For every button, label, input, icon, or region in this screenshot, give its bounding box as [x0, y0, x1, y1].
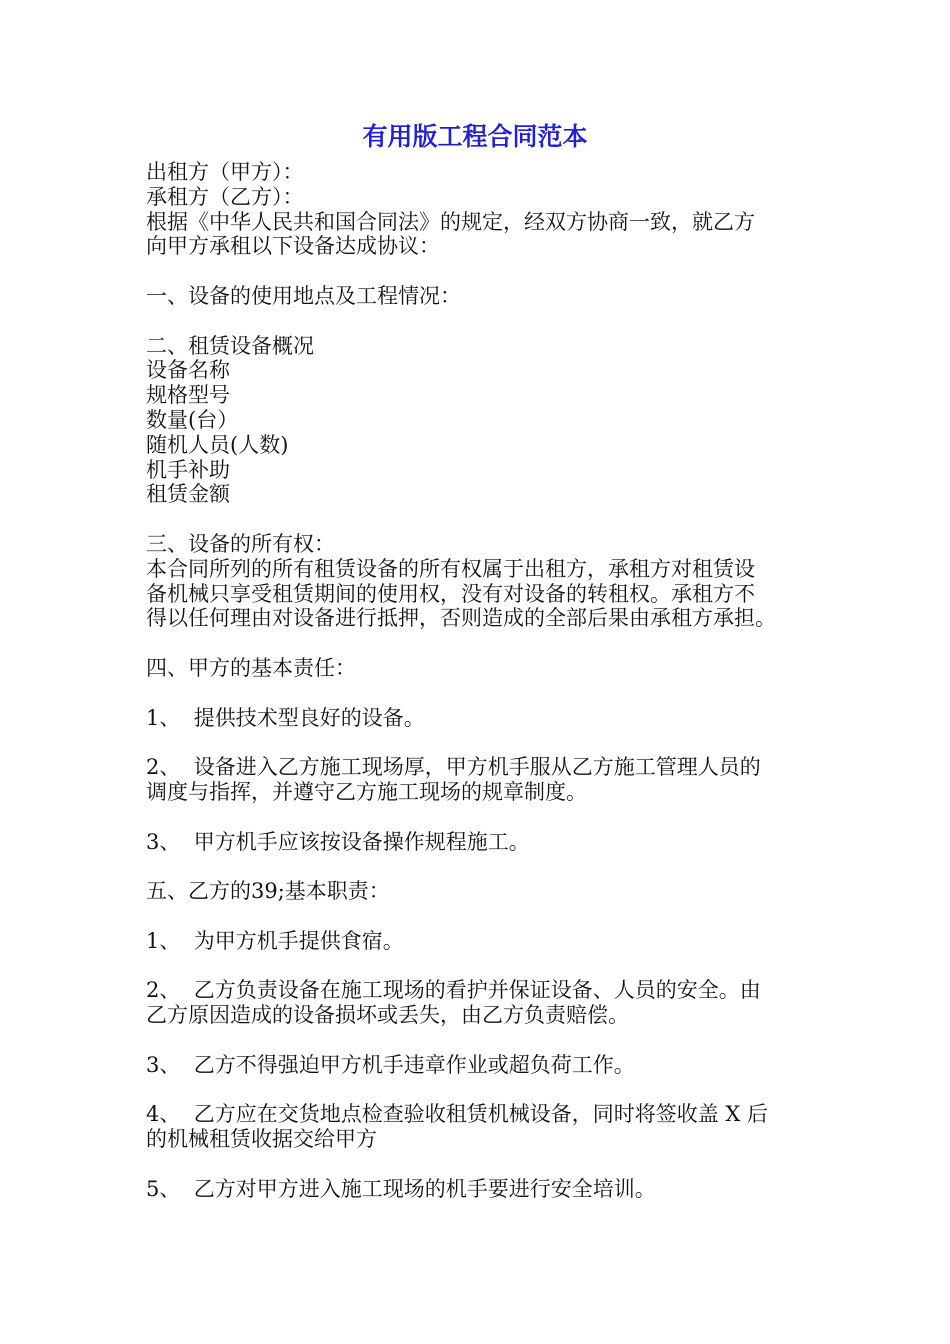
- blank-line: [146, 805, 808, 830]
- blank-line: [146, 904, 808, 929]
- document-line: 乙方原因造成的设备损坏或丢失，由乙方负责赔偿。: [146, 1003, 629, 1028]
- document-line: 承租方（乙方）：: [146, 184, 304, 209]
- document-line: 三、设备的所有权：: [146, 531, 335, 556]
- blank-line: [146, 259, 808, 284]
- blank-line: [146, 507, 808, 532]
- document-line: 备机械只享受租赁期间的使用权，没有对设备的转租权。承租方不: [146, 581, 755, 606]
- blank-line: [146, 1152, 808, 1177]
- blank-line: [146, 631, 808, 656]
- blank-line: [146, 681, 808, 706]
- document-line: 1、 提供技术型良好的设备。: [146, 705, 425, 730]
- blank-line: [146, 309, 808, 334]
- document-title: 有用版工程合同范本: [362, 122, 588, 151]
- blank-line: [146, 1077, 808, 1102]
- document-line: 3、 乙方不得强迫甲方机手违章作业或超负荷工作。: [146, 1052, 635, 1077]
- document-line: 1、 为甲方机手提供食宿。: [146, 928, 404, 953]
- document-line: 五、乙方的39;基本职责：: [146, 879, 390, 904]
- document-line: 随机人员(人数): [146, 432, 289, 457]
- document-line: 本合同所列的所有租赁设备的所有权属于出租方，承租方对租赁设: [146, 556, 755, 581]
- blank-line: [146, 1028, 808, 1053]
- blank-line: [146, 730, 808, 755]
- document-line: 设备名称: [146, 358, 230, 383]
- document-line: 一、设备的使用地点及工程情况：: [146, 283, 461, 308]
- document-line: 得以任何理由对设备进行抵押，否则造成的全部后果由承租方承担。: [146, 606, 776, 631]
- document-line: 二、租赁设备概况: [146, 333, 314, 358]
- document-line: 2、 设备进入乙方施工现场厚，甲方机手服从乙方施工管理人员的: [146, 755, 761, 780]
- document-body: [146, 160, 808, 1201]
- document-line: 租赁金额: [146, 482, 230, 507]
- document-line: 根据《中华人民共和国合同法》的规定，经双方协商一致，就乙方: [146, 209, 755, 234]
- document-line: 规格型号: [146, 383, 230, 408]
- document-line: 数量(台）: [146, 407, 239, 432]
- document-line: 5、 乙方对甲方进入施工现场的机手要进行安全培训。: [146, 1176, 656, 1201]
- blank-line: [146, 954, 808, 979]
- document-line: 向甲方承租以下设备达成协议：: [146, 234, 440, 259]
- document-line: 4、 乙方应在交货地点检查验收租赁机械设备，同时将签收盖 X 后: [146, 1102, 769, 1127]
- document-line: 2、 乙方负责设备在施工现场的看护并保证设备、人员的安全。由: [146, 978, 761, 1003]
- document-line: 四、甲方的基本责任：: [146, 655, 356, 680]
- blank-line: [146, 854, 808, 879]
- document-line: 出租方（甲方）：: [146, 160, 304, 184]
- document-line: 的机械租赁收据交给甲方: [146, 1127, 377, 1152]
- document-line: 机手补助: [146, 457, 230, 482]
- document-line: 调度与指挥，并遵守乙方施工现场的规章制度。: [146, 779, 587, 804]
- document-line: 3、 甲方机手应该按设备操作规程施工。: [146, 829, 530, 854]
